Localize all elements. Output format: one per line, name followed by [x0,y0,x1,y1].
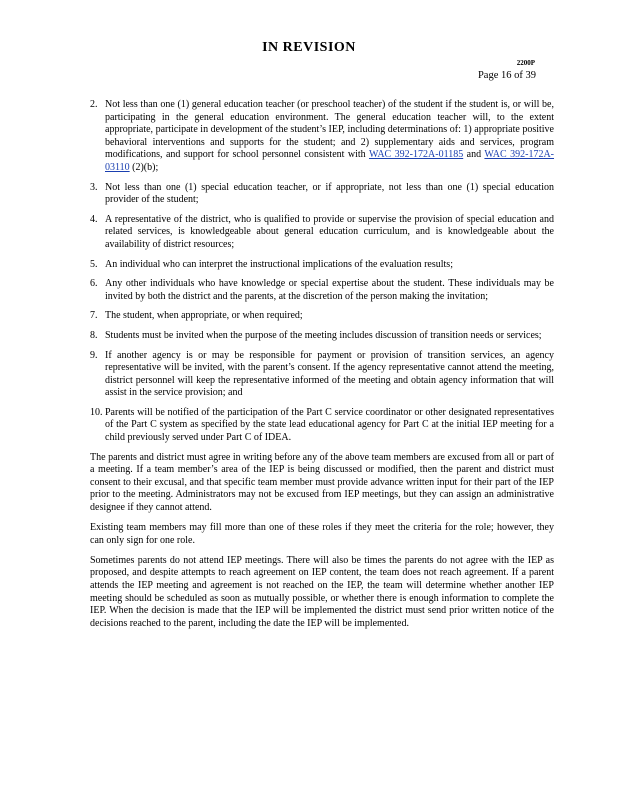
list-item-text: Students must be invited when the purpose of the meeting includes discussion of transition needs or services; [105,329,542,341]
policy-code: 2200P [516,59,535,67]
list-item-text: If another agency is or may be responsible for payment or provision of transition services, an agency representative will be invited, with the parent’s consent. If the agency representative cannot attend the meeting, district personnel will keep the representative informed of the meeting and obtain agency information that will assist in the service provision; and [105,349,554,399]
list-item-number: 10. [90,406,103,418]
team-member-list [90,99,554,445]
list-item [90,350,554,400]
paragraph-excusal: The parents and district must agree in writing before any of the above team members are excused from all or part of a meeting. If a team member’s area of the IEP is being discussed or modified, then the parent and district must consent to their excusal, and that specific team member must provide advance written input for their part of the IEP prior to the meeting. Administrators may not be excused from IEP meetings, but they can assign an administrative designee if they cannot attend. [90,451,554,514]
list-item-number: 7. [90,310,98,322]
list-item [90,330,554,343]
list-item [90,310,554,323]
list-item-text: Not less than one (1) general education teacher (or preschool teacher) of the student if the student is, or will be, participating in the general education environment. The general education teacher will, to the extent appropriate, participate in development of the student’s IEP, including determinations of: 1) appropriate positive behavioral interventions and supports for the student; and 2) supplementary aids and services, program modifications, and support for school personnel consistent with [105,99,554,161]
list-item-number: 8. [90,329,98,341]
list-item [90,407,554,445]
list-item-text-tail: (2)(b); [129,161,159,173]
paragraph-multiple-roles: Existing team members may fill more than one of these roles if they meet the criteria for the role; however, they can only sign for one role. [90,522,554,546]
list-item [90,259,554,272]
wac-link-03110[interactable]: WAC 392-172A-03110 [105,149,555,173]
list-item-number: 3. [90,181,98,193]
page-title: IN REVISION [262,40,356,55]
list-item-text-mid: and [463,149,485,161]
page-number: Page 16 of 39 [477,70,536,81]
list-item-text: Not less than one (1) special education teacher, or if appropriate, not less than one (1) special education provider of the student; [105,181,554,206]
wac-link-01185[interactable]: WAC 392-172A-01185 [368,149,464,161]
list-item-text: An individual who can interpret the instructional implications of the evaluation results; [105,258,453,270]
list-item [90,182,554,207]
list-item-text: The student, when appropriate, or when required; [105,310,303,322]
document-body [90,99,554,638]
paragraph-parent-disagreement: Sometimes parents do not attend IEP meetings. There will also be times the parents do not agree with the IEP as proposed, and despite attempts to reach agreement on IEP content, the team does not reach agreement. If a parent attends the IEP meeting and agreement is not reached on the IEP, the team will determine whether another IEP meeting should be scheduled as soon as mutually possible, or whether there is enough information to complete the IEP. When the decision is made that the IEP will be implemented the district must send prior written notice of the decisions reached to the parent, including the date the IEP will be implemented. [90,554,554,629]
list-item-number: 4. [90,213,98,225]
list-item [90,278,554,303]
list-item-text: Any other individuals who have knowledge or special expertise about the student. These individuals may be invited by both the district and the parents, at the discretion of the person making the invitation; [105,278,554,302]
list-item-number: 9. [90,349,98,361]
list-item-number: 2. [90,99,98,110]
list-item-text: A representative of the district, who is qualified to provide or supervise the provision of special education and related services, is knowledgeable about general education curriculum, and is knowledgeable about the availability of district resources; [105,213,554,250]
list-item [90,214,554,252]
list-item-number: 5. [90,258,98,270]
list-item [90,99,554,175]
list-item-text: Parents will be notified of the participation of the Part C service coordinator or other designated representatives of the Part C system as specified by the state lead educational agency for Part C at the initial IEP meeting for a child previously served under Part C of IDEA. [105,406,554,444]
list-item-number: 6. [90,278,98,290]
